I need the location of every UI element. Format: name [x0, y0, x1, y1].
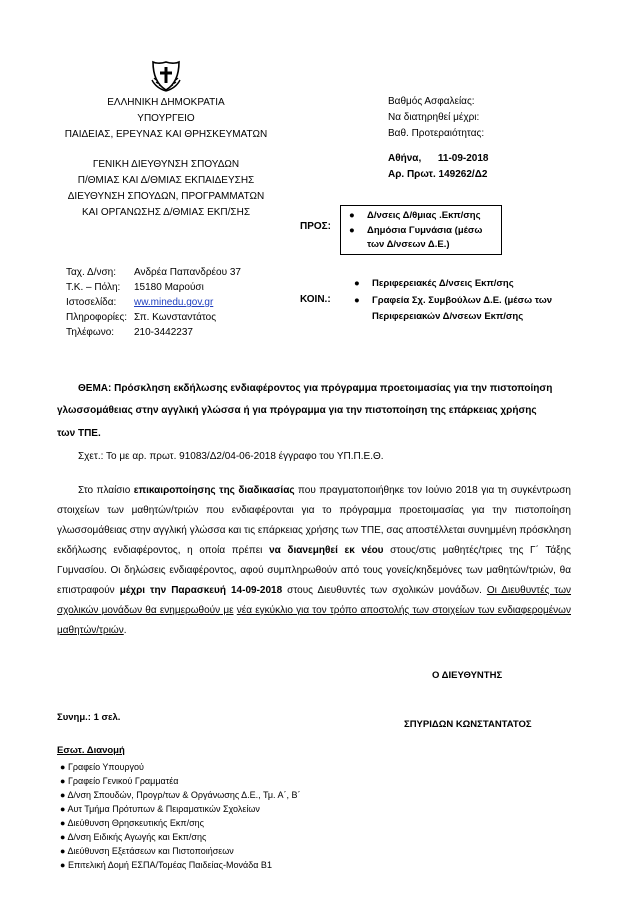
distribution-item: ● Διεύθυνση Εξετάσεων και Πιστοποιήσεων [60, 846, 234, 856]
bullet-icon: ● [354, 278, 360, 289]
bullet-icon: ● [354, 295, 360, 306]
directorate-line: ΚΑΙ ΟΡΓΑΝΩΣΗΣ Δ/ΘΜΙΑΣ ΕΚΠ/ΣΗΣ [81, 207, 250, 218]
contact-city: Τ.Κ. – Πόλη: 15180 Μαρούσι [66, 282, 204, 293]
subject-line: ΘΕΜΑ: Πρόσκληση εκδήλωσης ενδιαφέροντος για πρόγραμμα προετοιμασίας για την πιστοποίηση [78, 383, 553, 394]
distribution-item: ● Γραφείο Γενικού Γραμματέα [60, 776, 179, 786]
ministry-line: ΠΑΙΔΕΙΑΣ, ΕΡΕΥΝΑΣ ΚΑΙ ΘΡΗΣΚΕΥΜΑΤΩΝ [64, 129, 268, 140]
reference-line: Σχετ.: Το με αρ. πρωτ. 91083/Δ2/04-06-2018 έγγραφο του ΥΠ.Π.Ε.Θ. [78, 451, 384, 462]
distribution-item: ● Αυτ Τμήμα Πρότυπων & Πειραματικών Σχολείων [60, 804, 260, 814]
distribution-item: ● Δ/νση Σπουδών, Προγρ/των & Οργάνωσης Δ.Ε., Τμ. Α΄, Β΄ [60, 790, 301, 800]
distribution-item: ● Δ/νση Ειδικής Αγωγής και Εκπ/σης [60, 832, 207, 842]
document-date: Αθήνα, 11-09-2018 [388, 153, 489, 164]
signature-name: ΣΠΥΡΙΔΩΝ ΚΩΝΣΤΑΝΤΑΤΟΣ [404, 719, 532, 730]
ministry-line: ΕΛΛΗΝΙΚΗ ΔΗΜΟΚΡΑΤΙΑ [107, 97, 225, 108]
security-line: Βαθμός Ασφαλείας: [388, 96, 475, 107]
contact-info: Πληροφορίες: Σπ. Κωνσταντάτος [66, 312, 217, 323]
distribution-title: Εσωτ. Διανομή [57, 745, 125, 756]
contact-phone: Τηλέφωνο: 210-3442237 [66, 327, 193, 338]
to-recipients-box: ● Δ/νσεις Δ/θμιας .Εκπ/σης ● Δημόσια Γυμνάσια (μέσω των Δ/νσεων Δ.Ε.) [340, 205, 502, 255]
directorate-line: ΔΙΕΥΘΥΝΣΗ ΣΠΟΥΔΩΝ, ΠΡΟΓΡΑΜΜΑΤΩΝ [67, 191, 265, 202]
protocol-number: Αρ. Πρωτ. 149262/Δ2 [388, 169, 488, 180]
greek-coat-of-arms-emblem [150, 60, 182, 92]
subject-line: των ΤΠΕ. [57, 428, 101, 439]
contact-address: Ταχ. Δ/νση: Ανδρέα Παπανδρέου 37 [66, 267, 241, 278]
distribution-item: ● Γραφείο Υπουργού [60, 762, 144, 772]
to-label: ΠΡΟΣ: [300, 221, 332, 232]
signature-role: Ο ΔΙΕΥΘΥΝΤΗΣ [432, 670, 503, 681]
website-link[interactable]: ww.minedu.gov.gr [134, 297, 214, 308]
body-paragraph: Στο πλαίσιο επικαιροποίησης της διαδικασίας που πραγματοποιήθηκε τον Ιούνιο 2018 για τη συγκέντρωση στοιχείων των μαθητών/τριών που ενδιαφέρονται για το πρόγραμμα προετοιμασίας για την πιστοποίηση γλωσσομάθειας στην αγγλική γλώσσα και τις επάρκειας χρήσης των ΤΠΕ, σας αποστέλλεται συνημμένη πρόσκληση εκδήλωσης ενδιαφέροντος, η οποία πρέπει να διανεμηθεί εκ νέου στους/στις μαθητές/τριες της Γ΄ Τάξης Γυμνασίου. Οι δηλώσεις ενδιαφέροντος, αφού συμπληρωθούν από τους γονείς/κηδεμόνες των μαθητών/τριών, θα επιστραφούν μέχρι την Παρασκευή 14-09-2018 στους Διευθυντές των σχολικών μονάδων. Οι Διευθυντές των σχολικών μονάδων θα ενημερωθούν με νέα εγκύκλιο για τον τρόπο αποστολής των στοιχείων των ενδιαφερομένων μαθητών/τριών. [57, 485, 572, 636]
attachments-note: Συνημ.: 1 σελ. [57, 712, 121, 723]
distribution-item: ● Επιτελική Δομή ΕΣΠΑ/Τομέας Παιδείας-Μονάδα Β1 [60, 860, 272, 870]
contact-website: Ιστοσελίδα: ww.minedu.gov.gr [66, 297, 214, 308]
distribution-item: ● Διεύθυνση Θρησκευτικής Εκπ/σης [60, 818, 205, 828]
directorate-header [46, 157, 286, 221]
bullet-icon: ● [349, 225, 355, 236]
directorate-line: ΓΕΝΙΚΗ ΔΙΕΥΘΥΝΣΗ ΣΠΟΥΔΩΝ [92, 159, 240, 170]
security-line: Να διατηρηθεί μέχρι: [388, 112, 480, 123]
security-block [388, 94, 484, 142]
directorate-line: Π/ΘΜΙΑΣ ΚΑΙ Δ/ΘΜΙΑΣ ΕΚΠΑΙΔΕΥΣΗΣ [77, 175, 255, 186]
security-line: Βαθ. Προτεραιότητας: [388, 128, 485, 139]
ministry-line: ΥΠΟΥΡΓΕΙΟ [137, 113, 195, 124]
bullet-icon: ● [349, 210, 355, 221]
ministry-header [56, 95, 276, 143]
subject-line: γλωσσομάθειας στην αγγλική γλώσσα ή για πρόγραμμα για την πιστοποίηση της επάρκειας χρήσης [57, 405, 537, 416]
cc-label: ΚΟΙΝ.: [300, 294, 331, 305]
